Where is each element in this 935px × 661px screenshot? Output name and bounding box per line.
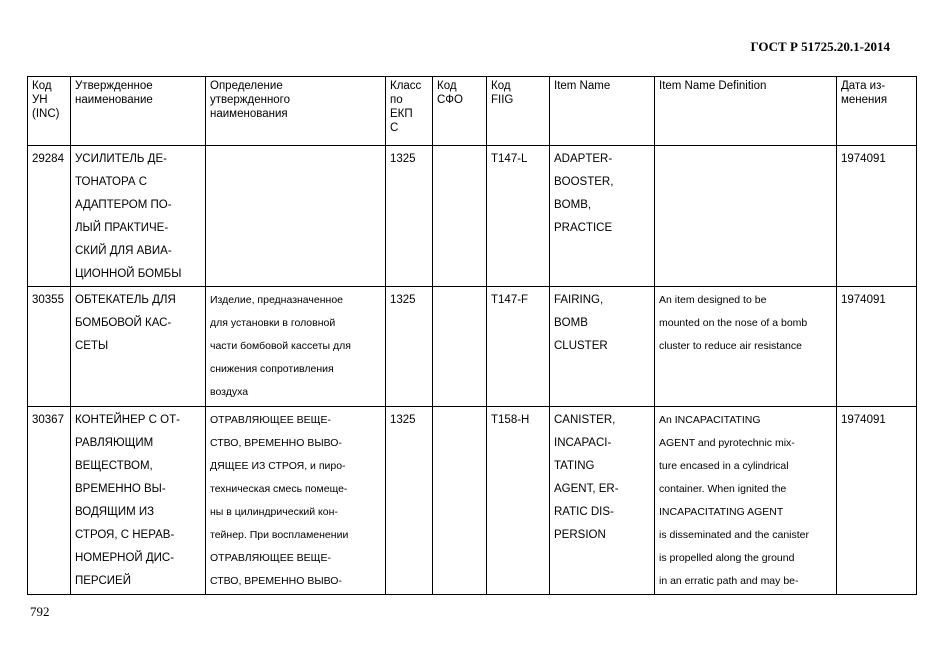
cell-change-date: 1974091 xyxy=(837,146,917,287)
cell-definition: ОТРАВЛЯЮЩЕЕ ВЕЩЕ- СТВО, ВРЕМЕННО ВЫВО- ДЯЩЕЕ ИЗ СТРОЯ, и пиро- техническая смесь помеще- ны в цилиндрический кон- тейнер. При воспламенении ОТРАВЛЯЮЩЕЕ ВЕЩЕ- СТВО, ВРЕМЕННО ВЫВО- xyxy=(206,407,386,595)
cell-change-date: 1974091 xyxy=(837,407,917,595)
column-header-change-date: Дата из- менения xyxy=(837,77,917,146)
document-title: ГОСТ Р 51725.20.1-2014 xyxy=(750,39,890,54)
cell-sfo xyxy=(433,407,487,595)
cell-inc: 29284 xyxy=(28,146,71,287)
cell-inc: 30367 xyxy=(28,407,71,595)
cell-class: 1325 xyxy=(386,146,433,287)
column-header-item-name: Item Name xyxy=(550,77,655,146)
table-row xyxy=(28,407,917,595)
cell-fiig: T147-F xyxy=(487,287,550,407)
cell-fiig: T158-H xyxy=(487,407,550,595)
cell-change-date: 1974091 xyxy=(837,287,917,407)
cell-item-name: CANISTER, INCAPACI- TATING AGENT, ER- RATIC DIS- PERSION xyxy=(550,407,655,595)
column-header-definition: Определение утвержденного наименования xyxy=(206,77,386,146)
cell-sfo xyxy=(433,146,487,287)
column-header-class: Класс по ЕКП С xyxy=(386,77,433,146)
table-row xyxy=(28,287,917,407)
cell-sfo xyxy=(433,287,487,407)
cell-approved-name: КОНТЕЙНЕР С ОТ- РАВЛЯЮЩИМ ВЕЩЕСТВОМ, ВРЕМЕННО ВЫ- ВОДЯЩИМ ИЗ СТРОЯ, С НЕРАВ- НОМЕРНОЙ ДИС- ПЕРСИЕЙ xyxy=(71,407,206,595)
table-row xyxy=(28,146,917,287)
cell-fiig: T147-L xyxy=(487,146,550,287)
cell-item-definition xyxy=(655,146,837,287)
cell-item-name: ADAPTER- BOOSTER, BOMB, PRACTICE xyxy=(550,146,655,287)
column-header-approved-name: Утвержденное наименование xyxy=(71,77,206,146)
header-row xyxy=(28,77,917,146)
cell-inc: 30355 xyxy=(28,287,71,407)
cell-approved-name: УСИЛИТЕЛЬ ДЕ- ТОНАТОРА С АДАПТЕРОМ ПО- ЛЫЙ ПРАКТИЧЕ- СКИЙ ДЛЯ АВИА- ЦИОННОЙ БОМБЫ xyxy=(71,146,206,287)
cell-item-name: FAIRING, BOMB CLUSTER xyxy=(550,287,655,407)
cell-item-definition: An INCAPACITATING AGENT and pyrotechnic mix- ture encased in a cylindrical container. When ignited the INCAPACITATING AGENT is disseminated and the canister is propelled along the ground in an erratic path and may be- xyxy=(655,407,837,595)
column-header-sfo: Код СФО xyxy=(433,77,487,146)
cell-class: 1325 xyxy=(386,407,433,595)
cell-item-definition: An item designed to be mounted on the nose of a bomb cluster to reduce air resistance xyxy=(655,287,837,407)
cell-class: 1325 xyxy=(386,287,433,407)
column-header-item-definition: Item Name Definition xyxy=(655,77,837,146)
catalog-table xyxy=(27,76,917,595)
cell-definition xyxy=(206,146,386,287)
cell-definition: Изделие, предназначенное для установки в головной части бомбовой кассеты для снижения сопротивления воздуха xyxy=(206,287,386,407)
column-header-inc: Код УН (INC) xyxy=(28,77,71,146)
column-header-fiig: Код FIIG xyxy=(487,77,550,146)
cell-approved-name: ОБТЕКАТЕЛЬ ДЛЯ БОМБОВОЙ КАС- СЕТЫ xyxy=(71,287,206,407)
page-number: 792 xyxy=(30,604,50,619)
